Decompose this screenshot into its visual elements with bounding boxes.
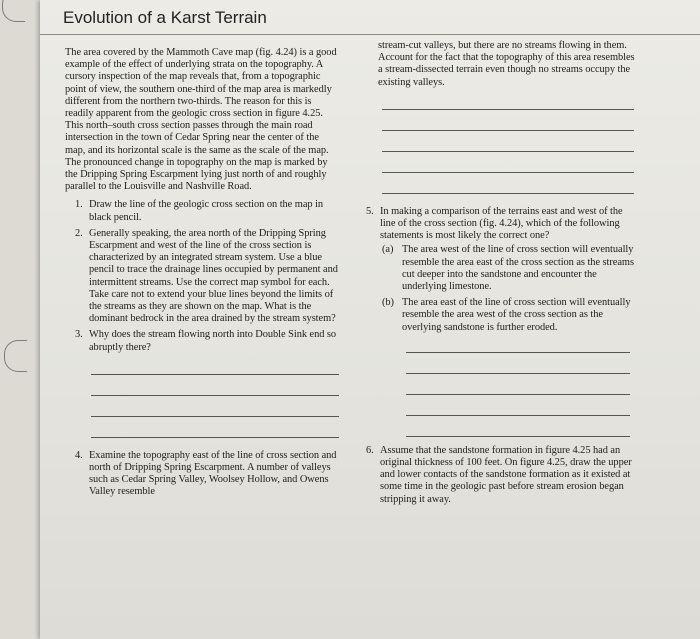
binder-hole-top	[2, 0, 25, 22]
question-4-text: Examine the topography east of the line of cross section and north of Dripping Spring Escarpment. A number of valleys such as Cedar Spring Valley, Woolsey Hollow, and Owens Valley resemble	[89, 449, 337, 498]
answer-line[interactable]	[406, 373, 630, 374]
answer-line[interactable]	[382, 172, 634, 173]
question-2	[75, 228, 340, 326]
question-5-number: 5.	[366, 205, 374, 217]
question-5	[366, 206, 636, 243]
question-6-text: Assume that the sandstone formation in figure 4.25 had an original thickness of 100 feet. On figure 4.25, draw the upper and lower contacts of the sandstone formation as it existed at some time in the geologic past before stream erosion began stripping it away.	[380, 444, 632, 505]
answer-line[interactable]	[91, 437, 339, 438]
question-1	[75, 199, 340, 223]
answer-line[interactable]	[91, 374, 339, 375]
question-3	[75, 329, 340, 353]
option-a-text: The area west of the line of cross section will eventually resemble the area east of the cross section as the streams cut deeper into the sandstone and encounter the underlying limestone.	[402, 244, 634, 293]
question-4-answer-lines	[382, 109, 634, 194]
intro-paragraph: The area covered by the Mammoth Cave map (fig. 4.24) is a good example of the effect of underlying strata on the topography. A cursory inspection of the map reveals that, from a topographic point of view, the southern one-third of the map area is markedly different from the northern two-thirds. The reason for this is readily apparent from the geologic cross section in figure 4.25. This north–south cross section passes through the main road intersection in the town of Cedar Spring near the center of the map, and its horizontal scale is the same as the scale of the map. The pronounced change in topography on the map is marked by the Dripping Spring Escarpment lying just north of and roughly parallel to the Louisville and Nashville Road.	[65, 47, 337, 193]
page-title: Evolution of a Karst Terrain	[63, 8, 267, 27]
right-column	[366, 40, 636, 506]
question-1-number: 1.	[75, 199, 83, 211]
title-divider	[40, 34, 700, 35]
answer-line[interactable]	[406, 394, 630, 395]
option-b-text: The area east of the line of cross section will eventually resemble the area west of the cross section as the overlying sandstone is further eroded.	[402, 297, 631, 333]
answer-line[interactable]	[382, 130, 634, 131]
answer-line[interactable]	[406, 436, 630, 437]
answer-line[interactable]	[382, 109, 634, 110]
answer-line[interactable]	[382, 151, 634, 152]
continuation-paragraph: stream-cut valleys, but there are no streams flowing in them. Account for the fact that the topography of this area resembles a stream-dissected terrain even though no streams occupy the existing valleys.	[378, 40, 635, 88]
answer-line[interactable]	[91, 395, 339, 396]
question-3-number: 3.	[75, 329, 83, 341]
answer-line[interactable]	[91, 416, 339, 417]
option-a-label: (a)	[382, 244, 394, 256]
option-b-label: (b)	[382, 297, 394, 309]
question-4	[75, 450, 340, 499]
question-6-number: 6.	[366, 444, 374, 456]
question-3-text: Why does the stream flowing north into Double Sink end so abruptly there?	[89, 329, 337, 353]
question-2-text: Generally speaking, the area north of the Dripping Spring Escarpment and west of the line of the cross section is characterized by an integrated stream system. Use a blue pencil to trace the drainage lines occupied by permanent and intermittent streams. Use the correct map symbol for each. Take care not to extend your blue lines beyond the limits of the streams as they are shown on the map. What is the dominant bedrock in the area drained by the stream system?	[89, 227, 338, 325]
question-1-text: Draw the line of the geologic cross section on the map in black pencil.	[89, 199, 324, 223]
answer-line[interactable]	[382, 193, 634, 194]
question-6	[366, 445, 636, 506]
answer-line[interactable]	[406, 415, 630, 416]
question-4-number: 4.	[75, 449, 83, 461]
binder-hole-middle	[4, 340, 27, 372]
answer-line[interactable]	[406, 352, 630, 353]
question-5-option-a	[382, 244, 636, 293]
question-5-answer-lines	[406, 352, 630, 437]
left-column	[65, 47, 340, 499]
question-5-option-b	[382, 297, 636, 334]
question-3-answer-lines	[91, 374, 339, 438]
question-2-number: 2.	[75, 227, 83, 239]
question-5-text: In making a comparison of the terrains east and west of the line of the cross section (fig. 4.24), which of the following statements is most likely the correct one?	[380, 205, 623, 242]
